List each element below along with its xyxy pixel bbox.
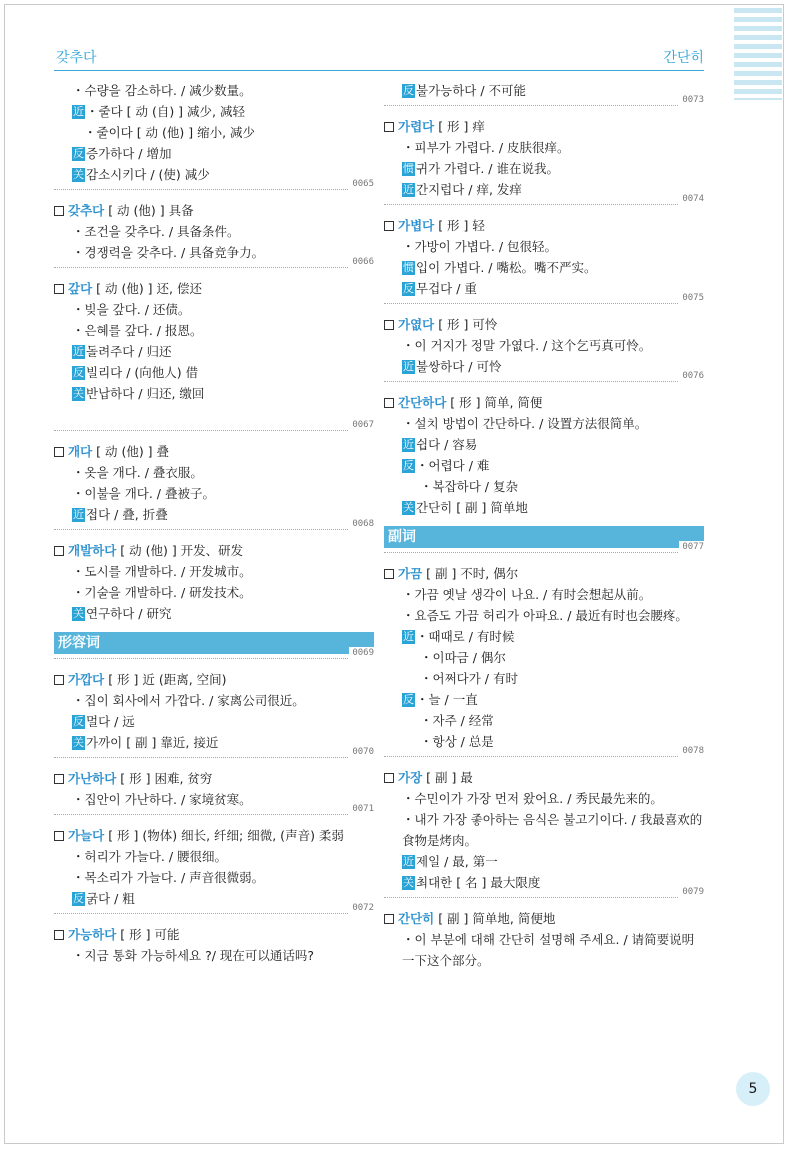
checkbox-icon[interactable]	[384, 320, 394, 330]
example-line: ・가방이 가볍다. / 包很轻。	[402, 239, 558, 254]
entry-headline	[384, 392, 704, 413]
example-line: ・옷을 개다. / 叠衣服。	[72, 465, 203, 480]
relation-tag-icon: 反	[73, 147, 84, 160]
relation-tag-icon: 关	[403, 501, 414, 514]
related-line: 关 연구하다 / 研究	[73, 606, 172, 621]
headword: 가깝다	[68, 672, 105, 687]
checkbox-icon[interactable]	[54, 831, 64, 841]
entry-gloss: [ 副 ] 不时, 偶尔	[422, 566, 519, 581]
entry-gloss: [ 动 (他) ] 叠	[92, 444, 170, 459]
headword: 가능하다	[68, 927, 117, 942]
related-line: 近 쉽다 / 容易	[403, 437, 478, 452]
entry-gloss: [ 形 ] 可怜	[434, 317, 498, 332]
headword: 개다	[68, 444, 93, 459]
example-line: ・수량을 감소하다. / 减少数量。	[72, 83, 252, 98]
headword: 가엾다	[398, 317, 435, 332]
related-line: 近 불쌍하다 / 可怜	[403, 359, 502, 374]
entry-number: 0073	[679, 94, 704, 106]
checkbox-icon[interactable]	[54, 774, 64, 784]
entry-headline	[384, 116, 704, 137]
checkbox-icon[interactable]	[384, 914, 394, 924]
checkbox-icon[interactable]	[54, 284, 64, 294]
related-line: 反 굵다 / 粗	[73, 891, 135, 906]
example-line: ・허리가 가늘다. / 腰很细。	[72, 849, 228, 864]
relation-tag-icon: 近	[73, 105, 84, 118]
headword: 갖추다	[68, 203, 105, 218]
headword: 가렵다	[398, 119, 435, 134]
relation-tag-icon: 惯	[403, 261, 414, 274]
example-line: ・집안이 가난하다. / 家境贫寒。	[72, 792, 252, 807]
relation-tag-icon: 反	[73, 366, 84, 379]
entry-headline	[384, 314, 704, 335]
related-line: 近 ・때때로 / 有时候	[403, 629, 515, 644]
entry-headline	[54, 441, 374, 462]
entry-gloss: [ 形 ] (物体) 细长, 纤细; 细微, (声音) 柔弱	[104, 828, 344, 843]
example-line: ・기술을 개발하다. / 研发技术。	[72, 585, 252, 600]
entry-gloss: [ 形 ] 轻	[434, 218, 485, 233]
headword: 가난하다	[68, 771, 117, 786]
example-line: ・경쟁력을 갖추다. / 具备竞争力。	[72, 245, 265, 260]
left-column	[54, 80, 374, 966]
related-line: 反 ・어렵다 / 难	[403, 458, 490, 473]
example-line: ・도시를 개발하다. / 开发城市。	[72, 564, 252, 579]
entry-separator	[384, 293, 704, 304]
page-number: 5	[736, 1072, 770, 1106]
related-line: 近 제일 / 最, 第一	[403, 854, 498, 869]
entry-separator	[54, 747, 374, 758]
entry-gloss: [ 动 (他) ] 具备	[104, 203, 194, 218]
entry-separator	[384, 746, 704, 757]
entry-headline	[54, 278, 374, 299]
entry-gloss: [ 副 ] 最	[422, 770, 473, 785]
relation-tag-icon: 反	[403, 84, 414, 97]
headword: 가끔	[398, 566, 423, 581]
entry-separator	[54, 519, 374, 530]
entry-headline	[54, 825, 374, 846]
entry-separator	[54, 903, 374, 914]
entry-number: 0068	[349, 518, 374, 530]
related-line: 惯 귀가 가렵다. / 谁在说我。	[403, 161, 559, 176]
entry-number: 0075	[679, 292, 704, 304]
relation-tag-icon: 惯	[403, 162, 414, 175]
relation-tag-icon: 反	[73, 715, 84, 728]
related-line: 反 증가하다 / 增加	[73, 146, 172, 161]
related-line: 近 간지럽다 / 痒, 发痒	[403, 182, 522, 197]
entry-headline	[54, 669, 374, 690]
example-line: ・은혜를 갚다. / 报恩。	[72, 323, 203, 338]
entry-headline	[54, 200, 374, 221]
related-line: 反 무겁다 / 重	[403, 281, 477, 296]
checkbox-icon[interactable]	[384, 569, 394, 579]
checkbox-icon[interactable]	[54, 930, 64, 940]
entry-separator	[54, 179, 374, 190]
related-line: ・자주 / 经常	[420, 713, 494, 728]
related-line: 近 접다 / 叠, 折叠	[73, 507, 168, 522]
related-line: 反 불가능하다 / 不可能	[403, 83, 527, 98]
entry-number: 0076	[679, 370, 704, 382]
related-line: 近 ・줄다 [ 动 (自) ] 减少, 减轻	[73, 104, 245, 119]
entry-number: 0079	[679, 886, 704, 898]
entry-number: 0067	[349, 419, 374, 431]
entry-gloss: [ 形 ] 痒	[434, 119, 485, 134]
entry-gloss: [ 形 ] 近 (距离, 空间)	[104, 672, 227, 687]
example-line: ・피부가 가렵다. / 皮肤很痒。	[402, 140, 570, 155]
example-line: ・내가 가장 좋아하는 음식은 불고기이다. / 我最喜欢的食物是烤肉。	[402, 812, 703, 848]
entry-separator	[384, 371, 704, 382]
relation-tag-icon: 近	[403, 438, 414, 451]
headword: 간단히	[398, 911, 435, 926]
entry-gloss: [ 形 ] 可能	[116, 927, 180, 942]
entry-headline	[54, 768, 374, 789]
example-line: ・요즘도 가끔 허리가 아파요. / 最近有时也会腰疼。	[402, 608, 688, 623]
relation-tag-icon: 反	[403, 282, 414, 295]
headword: 간단하다	[398, 395, 447, 410]
related-line: 近 돌려주다 / 归还	[73, 344, 172, 359]
related-line: 反 빌리다 / (向他人) 借	[73, 365, 199, 380]
headword: 가늘다	[68, 828, 105, 843]
entry-separator	[54, 420, 374, 431]
headword: 가장	[398, 770, 423, 785]
related-line: ・이따금 / 偶尔	[420, 650, 506, 665]
example-line: ・가끔 옛날 생각이 나요. / 有时会想起从前。	[402, 587, 652, 602]
related-line: 反 멀다 / 远	[73, 714, 135, 729]
example-line: ・조건을 갖추다. / 具备条件。	[72, 224, 240, 239]
section-heading-adjectives: 形容词	[54, 632, 374, 654]
example-line: ・목소리가 가늘다. / 声音很微弱。	[72, 870, 265, 885]
related-line: ・줄이다 [ 动 (他) ] 缩小, 减少	[84, 125, 256, 140]
example-line: ・설치 방법이 간단하다. / 设置方法很简单。	[402, 416, 648, 431]
related-line: 关 가까이 [ 副 ] 靠近, 接近	[73, 735, 219, 750]
relation-tag-icon: 关	[73, 168, 84, 181]
example-line: ・이 거지가 정말 가엾다. / 这个乞丐真可怜。	[402, 338, 652, 353]
checkbox-icon[interactable]	[54, 206, 64, 216]
entry-number: 0078	[679, 745, 704, 757]
entry-gloss: [ 动 (他) ] 还, 偿还	[92, 281, 202, 296]
example-line: ・이불을 개다. / 叠被子。	[72, 486, 215, 501]
checkbox-icon[interactable]	[384, 122, 394, 132]
entry-number: 0065	[349, 178, 374, 190]
relation-tag-icon: 关	[403, 876, 414, 889]
entry-separator	[384, 194, 704, 205]
headword: 가볍다	[398, 218, 435, 233]
entry-number: 0072	[349, 902, 374, 914]
entry-headline	[384, 563, 704, 584]
entry-separator	[384, 887, 704, 898]
related-line: 惯 입이 가볍다. / 嘴松。嘴不严实。	[403, 260, 597, 275]
headword: 갚다	[68, 281, 93, 296]
relation-tag-icon: 反	[73, 892, 84, 905]
entry-gloss: [ 形 ] 困难, 贫穷	[116, 771, 213, 786]
relation-tag-icon: 近	[403, 855, 414, 868]
entry-separator	[54, 804, 374, 815]
entry-number: 0069	[349, 647, 374, 659]
entry-headline	[54, 924, 374, 945]
example-line: ・수민이가 가장 먼저 왔어요. / 秀民最先来的。	[402, 791, 663, 806]
entry-separator	[384, 95, 704, 106]
example-line: ・이 부분에 대해 간단히 설명해 주세요. / 请简要说明一下这个部分。	[402, 932, 695, 968]
relation-tag-icon: 关	[73, 607, 84, 620]
entry-headline	[384, 215, 704, 236]
related-line: ・복잡하다 / 复杂	[420, 479, 518, 494]
checkbox-icon[interactable]	[384, 773, 394, 783]
related-line: 关 간단히 [ 副 ] 简单地	[403, 500, 528, 515]
relation-tag-icon: 关	[73, 387, 84, 400]
related-line: 关 최대한 [ 名 ] 最大限度	[403, 875, 541, 890]
related-line: ・어쩌다가 / 有时	[420, 671, 518, 686]
section-heading-adverbs: 副词	[384, 526, 704, 548]
checkbox-icon[interactable]	[54, 546, 64, 556]
related-line: 反 ・늘 / 一直	[403, 692, 478, 707]
related-line: ・항상 / 总是	[420, 734, 494, 749]
example-line: ・빚을 갚다. / 还债。	[72, 302, 191, 317]
relation-tag-icon: 近	[403, 183, 414, 196]
relation-tag-icon: 近	[403, 630, 414, 643]
entry-separator	[54, 648, 374, 659]
entry-headline	[54, 540, 374, 561]
entry-gloss: [ 副 ] 简单地, 简便地	[434, 911, 556, 926]
relation-tag-icon: 近	[73, 508, 84, 521]
entry-number: 0077	[679, 541, 704, 553]
entry-headline	[384, 908, 704, 929]
header-first-word: 갖추다	[56, 50, 97, 66]
entry-gloss: [ 动 (他) ] 开发、研发	[116, 543, 244, 558]
entry-separator	[384, 542, 704, 553]
relation-tag-icon: 近	[73, 345, 84, 358]
checkbox-icon[interactable]	[384, 398, 394, 408]
header-rule	[54, 70, 704, 71]
entry-gloss: [ 形 ] 简单, 简便	[446, 395, 543, 410]
headword: 개발하다	[68, 543, 117, 558]
right-column	[384, 80, 704, 971]
entry-number: 0070	[349, 746, 374, 758]
relation-tag-icon: 近	[403, 360, 414, 373]
relation-tag-icon: 反	[403, 693, 414, 706]
relation-tag-icon: 关	[73, 736, 84, 749]
entry-number: 0074	[679, 193, 704, 205]
entry-number: 0071	[349, 803, 374, 815]
related-line: 关 반납하다 / 归还, 缴回	[73, 386, 205, 401]
entry-number: 0066	[349, 256, 374, 268]
checkbox-icon[interactable]	[384, 221, 394, 231]
entry-headline	[384, 767, 704, 788]
checkbox-icon[interactable]	[54, 447, 64, 457]
relation-tag-icon: 反	[403, 459, 414, 472]
header-last-word: 간단히	[663, 50, 704, 66]
corner-stripes-decoration	[734, 8, 782, 100]
checkbox-icon[interactable]	[54, 675, 64, 685]
related-line: 关 감소시키다 / (使) 减少	[73, 167, 210, 182]
example-line: ・지금 통화 가능하세요 ?/ 现在可以通话吗?	[72, 948, 315, 963]
entry-separator	[54, 257, 374, 268]
example-line: ・집이 회사에서 가깝다. / 家离公司很近。	[72, 693, 305, 708]
